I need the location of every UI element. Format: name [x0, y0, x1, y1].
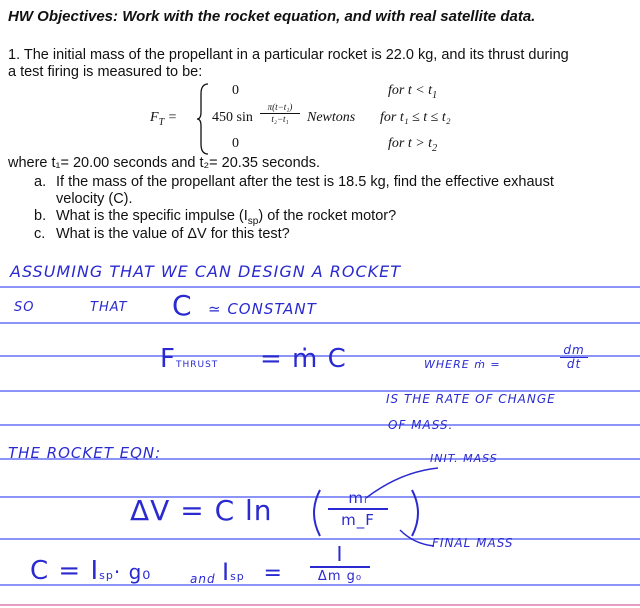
- hw-of-mass: OF MASS.: [388, 418, 454, 432]
- hw-mass-ratio: mᵢ m_F: [328, 488, 388, 530]
- arrow-icon: [396, 526, 436, 550]
- ruled-line-red: [0, 604, 640, 606]
- hw-isp: Isp =: [222, 558, 283, 586]
- hw-rocket-eqn: THE ROCKET EQN:: [8, 444, 162, 462]
- item-a-text: If the mass of the propellant after the test is 18.5 kg, find the effective exhaust: [56, 174, 554, 190]
- problem-line-2: a test firing is measured to be:: [8, 64, 203, 80]
- hw-and: and: [190, 572, 216, 586]
- hw-final-mass: FINAL MASS: [432, 536, 514, 550]
- hw-c: C: [172, 289, 193, 322]
- item-b-text: What is the specific impulse $(I_{sp})$ of the rocket motor?: [56, 208, 397, 227]
- case3-condition: for $t > t_2$: [388, 136, 438, 154]
- item-a-text-cont: velocity (C).: [56, 191, 133, 207]
- hw-c-equals-isp-g0: C = Isp· g₀: [30, 556, 152, 586]
- case3-value: 0: [232, 136, 239, 151]
- item-b-letter: b.: [34, 208, 47, 224]
- case2-condition: for t₁ ≤ t ≤ t₂: [380, 110, 451, 125]
- ruled-line: [0, 322, 640, 324]
- hw-delta-v: ΔV = C ln: [130, 494, 273, 527]
- case2-unit: Newtons: [307, 110, 356, 125]
- case2-fraction: π(t−t₁) t₂−t₁: [260, 102, 300, 125]
- eq-lhs: $F_T$ =: [150, 110, 178, 128]
- item-c-text: What is the value of ΔV for this test?: [56, 226, 290, 242]
- hw-constant: ≃ CONSTANT: [208, 300, 317, 318]
- ruled-line: [0, 538, 640, 540]
- case1-condition: for $t < t_1$: [388, 83, 438, 101]
- page-title: HW Objectives: Work with the rocket equation, and with real satellite data.: [8, 8, 536, 25]
- problem-line-1: 1. The initial mass of the propellant in a particular rocket is 22.0 kg, and its thrust during: [8, 47, 569, 63]
- item-c-letter: c.: [34, 226, 46, 242]
- where-line: where t₁= 20.00 seconds and t₂= 20.35 seconds.: [8, 155, 321, 171]
- hw-dm-dt: dm dt: [560, 344, 588, 371]
- hw-so: SO: [14, 300, 35, 315]
- case1-value: 0: [232, 83, 239, 98]
- hw-init-mass: INIT. MASS: [430, 452, 498, 465]
- hw-mdot-c: = ṁ C: [260, 344, 347, 374]
- hw-that: THAT: [90, 300, 128, 315]
- hw-f-thrust: FTHRUST: [160, 344, 219, 374]
- hw-assumption-line: ASSUMING THAT WE CAN DESIGN A ROCKET: [10, 262, 402, 281]
- hw-isp-fraction: I Δm g₀: [310, 542, 370, 586]
- hw-rate-of-change: IS THE RATE OF CHANGE: [386, 392, 556, 406]
- ruled-line: [0, 286, 640, 288]
- item-a-letter: a.: [34, 174, 47, 190]
- curly-brace-icon: [196, 82, 210, 156]
- thrust-equation: [150, 80, 490, 158]
- case2-coefficient: 450 sin: [212, 110, 253, 125]
- hw-where: WHERE ṁ =: [424, 358, 501, 371]
- ruled-line: [0, 424, 640, 426]
